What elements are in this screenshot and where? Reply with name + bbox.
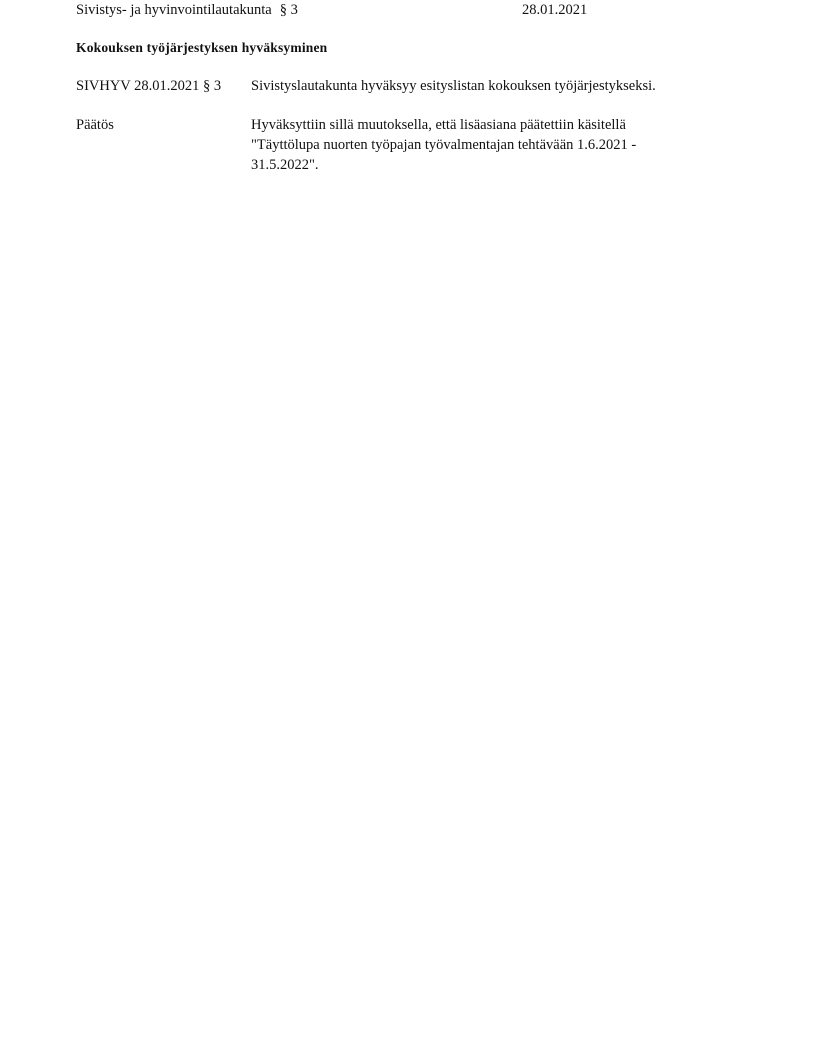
proposal-label: SIVHYV 28.01.2021 § 3 [76,78,222,94]
decision-label: Päätös [76,117,114,133]
section-number: § 3 [279,2,298,18]
decision-text: Hyväksyttiin sillä muutoksella, että lisäasiana päätettiin käsitellä "Täyttölupa nuorten työpajan työvalmentajan tehtävään 1.6.2021 - 31.5.2022". [251,117,637,173]
meeting-date: 28.01.2021 [522,2,588,18]
page-header [76,2,816,22]
header-meeting-info [76,2,298,19]
proposal-text: Sivistyslautakunta hyväksyy esityslistan kokouksen työjärjestykseksi. [251,78,656,94]
page-title: Kokouksen työjärjestyksen hyväksyminen [76,40,328,55]
committee-name: Sivistys- ja hyvinvointilautakunta [76,2,272,18]
